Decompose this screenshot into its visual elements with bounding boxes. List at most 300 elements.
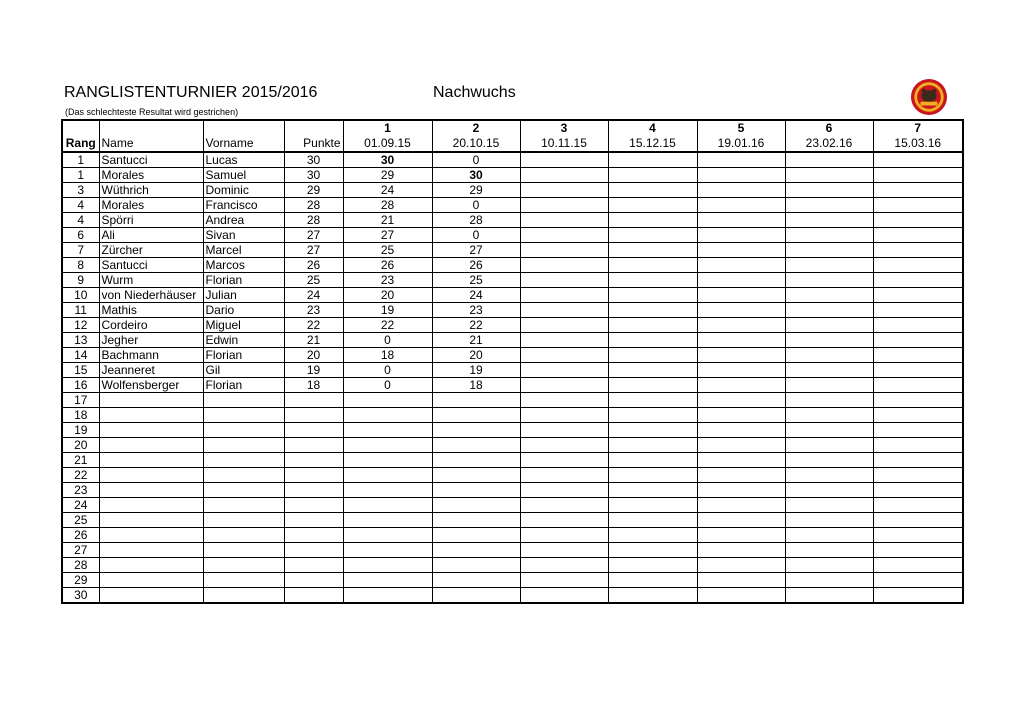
cell-punkte xyxy=(284,438,343,453)
cell-score: 25 xyxy=(432,273,520,288)
cell-vorname: Samuel xyxy=(203,168,284,183)
cell-score: 20 xyxy=(343,288,432,303)
table-row xyxy=(62,243,963,258)
cell-punkte xyxy=(284,528,343,543)
cell-score xyxy=(697,288,785,303)
cell-name xyxy=(99,483,203,498)
cell-name xyxy=(99,528,203,543)
cell-rang: 26 xyxy=(62,528,99,543)
round-number: 3 xyxy=(520,120,608,136)
cell-score xyxy=(432,528,520,543)
category-title: Nachwuchs xyxy=(433,84,516,101)
table-row xyxy=(62,408,963,423)
cell-score xyxy=(608,288,697,303)
cell-score xyxy=(697,363,785,378)
cell-score xyxy=(343,423,432,438)
cell-rang: 11 xyxy=(62,303,99,318)
cell-score xyxy=(785,468,873,483)
cell-score xyxy=(785,498,873,513)
table-row xyxy=(62,393,963,408)
cell-punkte xyxy=(284,468,343,483)
cell-punkte: 28 xyxy=(284,213,343,228)
cell-name: Cordeiro xyxy=(99,318,203,333)
cell-punkte: 30 xyxy=(284,168,343,183)
cell-name: Zürcher xyxy=(99,243,203,258)
cell-punkte: 20 xyxy=(284,348,343,363)
cell-score xyxy=(343,543,432,558)
cell-name xyxy=(99,498,203,513)
cell-score xyxy=(697,513,785,528)
cell-score: 26 xyxy=(343,258,432,273)
cell-score xyxy=(520,408,608,423)
cell-score xyxy=(697,198,785,213)
cell-name xyxy=(99,408,203,423)
cell-score xyxy=(608,573,697,588)
cell-score xyxy=(520,588,608,604)
cell-vorname: Marcos xyxy=(203,258,284,273)
cell-score xyxy=(520,483,608,498)
cell-score xyxy=(608,453,697,468)
cell-score xyxy=(697,393,785,408)
cell-score xyxy=(785,243,873,258)
cell-score xyxy=(785,213,873,228)
cell-score xyxy=(697,483,785,498)
cell-score xyxy=(432,543,520,558)
cell-score xyxy=(432,408,520,423)
header-row-round-numbers xyxy=(62,120,963,136)
cell-score xyxy=(432,558,520,573)
cell-score xyxy=(697,528,785,543)
cell-score xyxy=(520,573,608,588)
cell-score: 30 xyxy=(343,152,432,168)
cell-score xyxy=(873,558,963,573)
round-number: 4 xyxy=(608,120,697,136)
table-row xyxy=(62,483,963,498)
cell-punkte: 19 xyxy=(284,363,343,378)
cell-score xyxy=(697,258,785,273)
table-row xyxy=(62,303,963,318)
cell-score xyxy=(785,513,873,528)
cell-score xyxy=(608,543,697,558)
cell-score xyxy=(608,303,697,318)
cell-score xyxy=(608,318,697,333)
table-row xyxy=(62,273,963,288)
table-row xyxy=(62,498,963,513)
cell-score: 18 xyxy=(343,348,432,363)
cell-punkte: 29 xyxy=(284,183,343,198)
cell-name: Spörri xyxy=(99,213,203,228)
cell-rang: 20 xyxy=(62,438,99,453)
cell-score xyxy=(785,438,873,453)
cell-vorname: Florian xyxy=(203,348,284,363)
cell-score xyxy=(785,408,873,423)
cell-score xyxy=(520,303,608,318)
cell-score xyxy=(520,393,608,408)
cell-rang: 23 xyxy=(62,483,99,498)
cell-score: 19 xyxy=(432,363,520,378)
cell-name: Wüthrich xyxy=(99,183,203,198)
cell-score xyxy=(785,528,873,543)
cell-name: Morales xyxy=(99,168,203,183)
cell-rang: 8 xyxy=(62,258,99,273)
cell-score xyxy=(608,363,697,378)
cell-score xyxy=(785,393,873,408)
cell-score xyxy=(608,423,697,438)
cell-vorname: Gil xyxy=(203,363,284,378)
cell-score xyxy=(520,243,608,258)
cell-score: 28 xyxy=(432,213,520,228)
cell-rang: 13 xyxy=(62,333,99,348)
col-header-rang: Rang xyxy=(62,136,99,152)
cell-score xyxy=(873,498,963,513)
cell-score xyxy=(785,423,873,438)
cell-score: 24 xyxy=(343,183,432,198)
cell-punkte xyxy=(284,408,343,423)
cell-punkte xyxy=(284,573,343,588)
cell-rang: 3 xyxy=(62,183,99,198)
cell-score xyxy=(697,408,785,423)
cell-score xyxy=(697,558,785,573)
cell-rang: 4 xyxy=(62,213,99,228)
table-row xyxy=(62,423,963,438)
cell-vorname xyxy=(203,468,284,483)
cell-score xyxy=(608,558,697,573)
cell-score xyxy=(697,348,785,363)
cell-vorname: Florian xyxy=(203,273,284,288)
cell-vorname xyxy=(203,438,284,453)
cell-score xyxy=(520,333,608,348)
cell-score xyxy=(343,438,432,453)
cell-score xyxy=(432,498,520,513)
cell-score xyxy=(785,198,873,213)
cell-score xyxy=(343,453,432,468)
cell-score: 26 xyxy=(432,258,520,273)
cell-score xyxy=(697,423,785,438)
cell-score: 0 xyxy=(343,378,432,393)
cell-punkte xyxy=(284,483,343,498)
cell-score: 27 xyxy=(432,243,520,258)
cell-punkte: 27 xyxy=(284,228,343,243)
cell-score xyxy=(873,243,963,258)
cell-name xyxy=(99,543,203,558)
cell-score xyxy=(520,288,608,303)
round-date: 15.03.16 xyxy=(873,136,963,152)
cell-score: 22 xyxy=(343,318,432,333)
cell-score xyxy=(520,468,608,483)
cell-name xyxy=(99,558,203,573)
cell-score xyxy=(873,168,963,183)
round-date: 01.09.15 xyxy=(343,136,432,152)
cell-punkte: 24 xyxy=(284,288,343,303)
cell-score xyxy=(873,348,963,363)
round-number: 7 xyxy=(873,120,963,136)
cell-score xyxy=(785,573,873,588)
cell-score xyxy=(785,288,873,303)
cell-score: 0 xyxy=(343,363,432,378)
cell-score: 21 xyxy=(432,333,520,348)
ranking-table xyxy=(61,119,964,604)
cell-score xyxy=(608,513,697,528)
cell-score xyxy=(785,168,873,183)
cell-score xyxy=(343,513,432,528)
round-number: 1 xyxy=(343,120,432,136)
cell-vorname xyxy=(203,543,284,558)
round-date: 20.10.15 xyxy=(432,136,520,152)
cell-score xyxy=(873,318,963,333)
cell-punkte: 23 xyxy=(284,303,343,318)
cell-score xyxy=(520,453,608,468)
cell-score xyxy=(873,483,963,498)
cell-score xyxy=(697,318,785,333)
cell-vorname: Florian xyxy=(203,378,284,393)
cell-score xyxy=(343,528,432,543)
cell-score xyxy=(432,393,520,408)
cell-score xyxy=(343,468,432,483)
cell-score xyxy=(520,228,608,243)
cell-score xyxy=(697,152,785,168)
cell-score xyxy=(608,393,697,408)
cell-name xyxy=(99,453,203,468)
cell-score xyxy=(608,258,697,273)
cell-name xyxy=(99,573,203,588)
cell-score xyxy=(520,152,608,168)
cell-score xyxy=(343,408,432,423)
cell-score xyxy=(520,258,608,273)
club-logo-icon xyxy=(910,78,948,116)
cell-score xyxy=(785,558,873,573)
cell-score xyxy=(785,303,873,318)
cell-score xyxy=(432,453,520,468)
cell-score: 18 xyxy=(432,378,520,393)
cell-score xyxy=(343,498,432,513)
cell-score xyxy=(785,258,873,273)
cell-score xyxy=(785,543,873,558)
col-header-punkte: Punkte xyxy=(284,136,343,152)
cell-score xyxy=(697,453,785,468)
cell-rang: 1 xyxy=(62,152,99,168)
cell-score xyxy=(873,588,963,604)
cell-score xyxy=(520,363,608,378)
table-row xyxy=(62,528,963,543)
round-date: 19.01.16 xyxy=(697,136,785,152)
cell-score xyxy=(343,558,432,573)
cell-score xyxy=(873,288,963,303)
cell-score xyxy=(873,393,963,408)
cell-score xyxy=(520,498,608,513)
cell-score xyxy=(873,213,963,228)
round-date: 15.12.15 xyxy=(608,136,697,152)
cell-score xyxy=(608,228,697,243)
cell-rang: 7 xyxy=(62,243,99,258)
cell-score xyxy=(697,498,785,513)
cell-name xyxy=(99,393,203,408)
cell-score xyxy=(520,423,608,438)
table-row xyxy=(62,543,963,558)
cell-vorname xyxy=(203,573,284,588)
cell-rang: 29 xyxy=(62,573,99,588)
cell-score xyxy=(697,333,785,348)
table-row xyxy=(62,348,963,363)
cell-name: Santucci xyxy=(99,152,203,168)
cell-punkte xyxy=(284,498,343,513)
cell-score xyxy=(520,183,608,198)
cell-score xyxy=(608,498,697,513)
cell-rang: 15 xyxy=(62,363,99,378)
cell-punkte: 22 xyxy=(284,318,343,333)
cell-score xyxy=(873,258,963,273)
cell-score xyxy=(873,363,963,378)
cell-score xyxy=(432,468,520,483)
table-row xyxy=(62,183,963,198)
cell-score xyxy=(343,483,432,498)
cell-score: 0 xyxy=(432,198,520,213)
cell-score xyxy=(873,198,963,213)
cell-score xyxy=(785,228,873,243)
table-row xyxy=(62,288,963,303)
cell-score xyxy=(873,513,963,528)
cell-name: Jeanneret xyxy=(99,363,203,378)
cell-score xyxy=(520,513,608,528)
cell-rang: 25 xyxy=(62,513,99,528)
cell-score xyxy=(873,468,963,483)
cell-score xyxy=(432,588,520,604)
cell-vorname xyxy=(203,558,284,573)
cell-score xyxy=(873,228,963,243)
cell-score xyxy=(697,303,785,318)
cell-score xyxy=(873,438,963,453)
table-row xyxy=(62,468,963,483)
cell-score xyxy=(785,152,873,168)
cell-punkte: 27 xyxy=(284,243,343,258)
cell-vorname xyxy=(203,588,284,604)
cell-punkte: 30 xyxy=(284,152,343,168)
cell-score xyxy=(520,168,608,183)
cell-rang: 14 xyxy=(62,348,99,363)
cell-score xyxy=(697,588,785,604)
cell-score: 29 xyxy=(343,168,432,183)
cell-score xyxy=(873,453,963,468)
cell-vorname: Edwin xyxy=(203,333,284,348)
cell-score xyxy=(608,408,697,423)
cell-score xyxy=(785,588,873,604)
cell-score: 0 xyxy=(432,152,520,168)
cell-vorname xyxy=(203,513,284,528)
cell-score xyxy=(520,273,608,288)
cell-score xyxy=(343,588,432,604)
scoring-note: (Das schlechteste Resultat wird gestrichen) xyxy=(65,107,239,117)
cell-score xyxy=(608,333,697,348)
cell-score xyxy=(873,303,963,318)
cell-score xyxy=(785,363,873,378)
cell-score xyxy=(873,573,963,588)
cell-punkte xyxy=(284,588,343,604)
cell-score: 30 xyxy=(432,168,520,183)
cell-vorname: Julian xyxy=(203,288,284,303)
table-row xyxy=(62,213,963,228)
cell-score: 25 xyxy=(343,243,432,258)
table-row xyxy=(62,363,963,378)
table-row xyxy=(62,333,963,348)
cell-punkte: 25 xyxy=(284,273,343,288)
cell-name: Bachmann xyxy=(99,348,203,363)
cell-score xyxy=(608,438,697,453)
cell-vorname: Marcel xyxy=(203,243,284,258)
cell-score xyxy=(520,378,608,393)
cell-punkte xyxy=(284,558,343,573)
cell-score xyxy=(343,573,432,588)
cell-rang: 28 xyxy=(62,558,99,573)
cell-rang: 10 xyxy=(62,288,99,303)
cell-score xyxy=(432,513,520,528)
table-row xyxy=(62,438,963,453)
cell-score xyxy=(520,348,608,363)
cell-name xyxy=(99,438,203,453)
cell-rang: 1 xyxy=(62,168,99,183)
cell-name xyxy=(99,468,203,483)
cell-score xyxy=(608,243,697,258)
cell-score xyxy=(873,183,963,198)
cell-rang: 17 xyxy=(62,393,99,408)
cell-score xyxy=(785,453,873,468)
cell-rang: 9 xyxy=(62,273,99,288)
cell-score xyxy=(608,483,697,498)
table-row xyxy=(62,228,963,243)
cell-score xyxy=(608,378,697,393)
cell-score xyxy=(608,588,697,604)
cell-name: Jegher xyxy=(99,333,203,348)
round-number: 2 xyxy=(432,120,520,136)
cell-name: Ali xyxy=(99,228,203,243)
cell-vorname xyxy=(203,528,284,543)
cell-score xyxy=(697,213,785,228)
cell-score: 28 xyxy=(343,198,432,213)
cell-vorname xyxy=(203,483,284,498)
cell-rang: 30 xyxy=(62,588,99,604)
cell-score xyxy=(697,273,785,288)
table-row xyxy=(62,513,963,528)
cell-name: von Niederhäuser xyxy=(99,288,203,303)
cell-score xyxy=(520,213,608,228)
cell-score xyxy=(697,228,785,243)
col-header-name: Name xyxy=(99,136,203,152)
page-title: RANGLISTENTURNIER 2015/2016 xyxy=(64,84,318,101)
cell-score: 19 xyxy=(343,303,432,318)
cell-score xyxy=(873,408,963,423)
cell-score xyxy=(785,183,873,198)
cell-name: Mathis xyxy=(99,303,203,318)
cell-score xyxy=(873,333,963,348)
cell-vorname xyxy=(203,453,284,468)
cell-score: 29 xyxy=(432,183,520,198)
cell-vorname xyxy=(203,498,284,513)
cell-score xyxy=(785,318,873,333)
cell-score xyxy=(608,528,697,543)
cell-vorname xyxy=(203,423,284,438)
cell-score xyxy=(873,423,963,438)
cell-vorname xyxy=(203,408,284,423)
table-row xyxy=(62,378,963,393)
header-row-labels xyxy=(62,136,963,152)
cell-punkte: 28 xyxy=(284,198,343,213)
cell-name: Santucci xyxy=(99,258,203,273)
cell-score: 21 xyxy=(343,213,432,228)
cell-vorname: Lucas xyxy=(203,152,284,168)
table-row xyxy=(62,198,963,213)
table-row xyxy=(62,258,963,273)
cell-score xyxy=(432,438,520,453)
cell-score xyxy=(432,483,520,498)
cell-score xyxy=(608,168,697,183)
